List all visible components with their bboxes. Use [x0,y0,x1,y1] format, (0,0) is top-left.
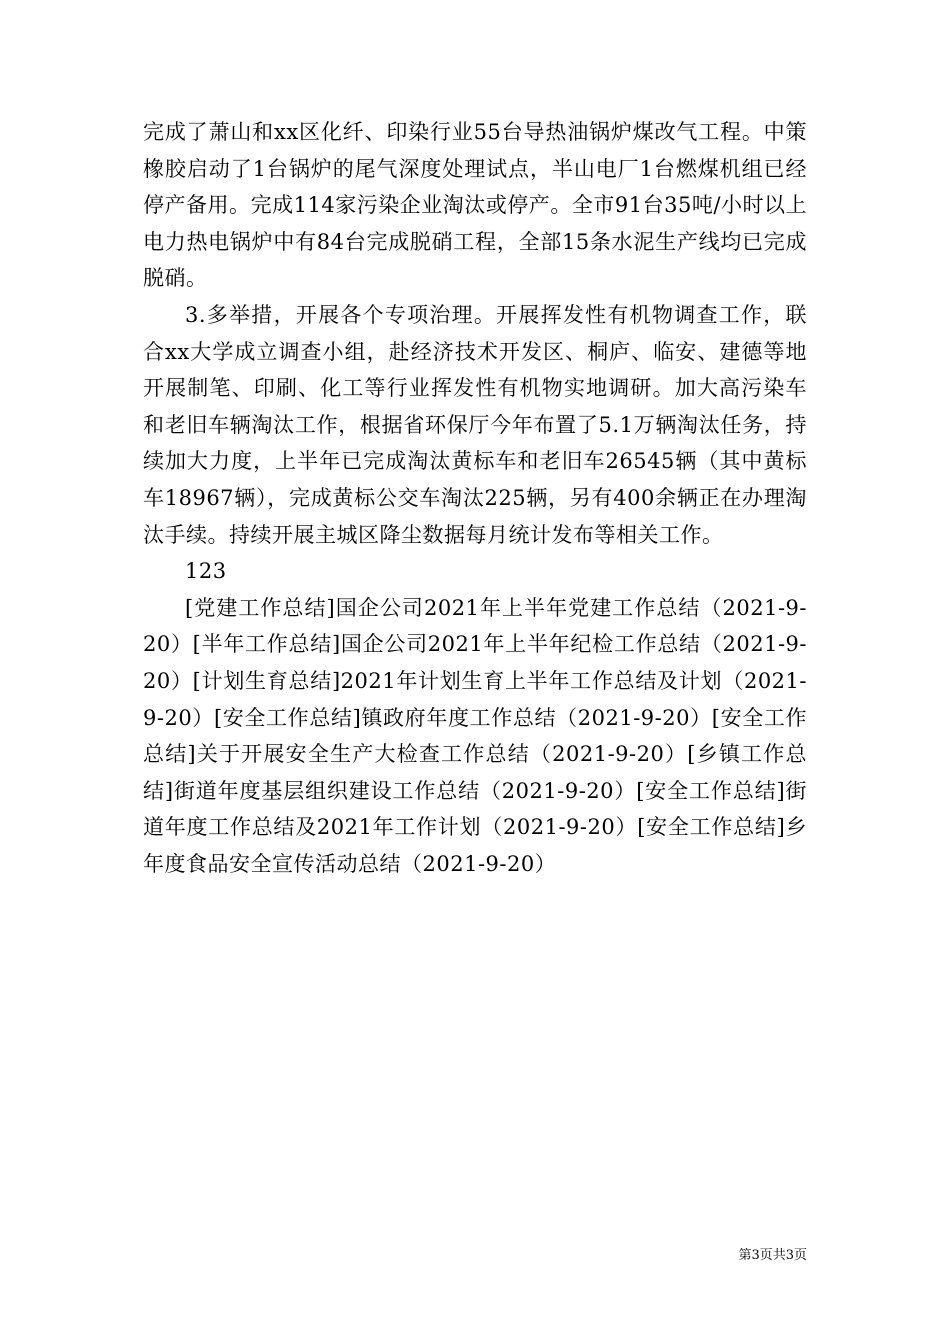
page-footer: 第3页共3页 [738,1248,807,1263]
document-body [143,114,807,882]
paragraph-page-numbers: 123 [185,559,227,584]
paragraph-related-articles: [党建工作总结]国企公司2021年上半年党建工作总结（2021-9-20）[半年工作总结]国企公司2021年上半年纪检工作总结（2021-9-20）[计划生育总结]2021年计划生育上半年工作总结及计划（2021-9-20）[安全工作总结]镇政府年度工作总结（2021-9-20）[安全工作总结]关于开展安全生产大检查工作总结（2021-9-20）[乡镇工作总结]街道年度基层组织建设工作总结（2021-9-20）[安全工作总结]街道年度工作总结及2021年工作计划（2021-9-20）[安全工作总结]乡年度食品安全宣传活动总结（2021-9-20） [143,595,807,876]
paragraph-boiler-upgrade: 完成了萧山和xx区化纤、印染行业55台导热油锅炉煤改气工程。中策橡胶启动了1台锅炉的尾气深度处理试点，半山电厂1台燃煤机组已经停产备用。完成114家污染企业淘汰或停产。全市91台35吨/小时以上电力热电锅炉中有84台完成脱硝工程，全部15条水泥生产线均已完成脱硝。 [143,120,807,291]
paragraph-special-governance: 3.多举措，开展各个专项治理。开展挥发性有机物调查工作，联合xx大学成立调查小组，赴经济技术开发区、桐庐、临安、建德等地开展制笔、印刷、化工等行业挥发性有机物实地调研。加大高污染车和老旧车辆淘汰工作，根据省环保厅今年布置了5.1万辆淘汰任务，持续加大力度，上半年已完成淘汰黄标车和老旧车26545辆（其中黄标车18967辆），完成黄标公交车淘汰225辆，另有400余辆正在办理淘汰手续。持续开展主城区降尘数据每月统计发布等相关工作。 [143,302,807,547]
